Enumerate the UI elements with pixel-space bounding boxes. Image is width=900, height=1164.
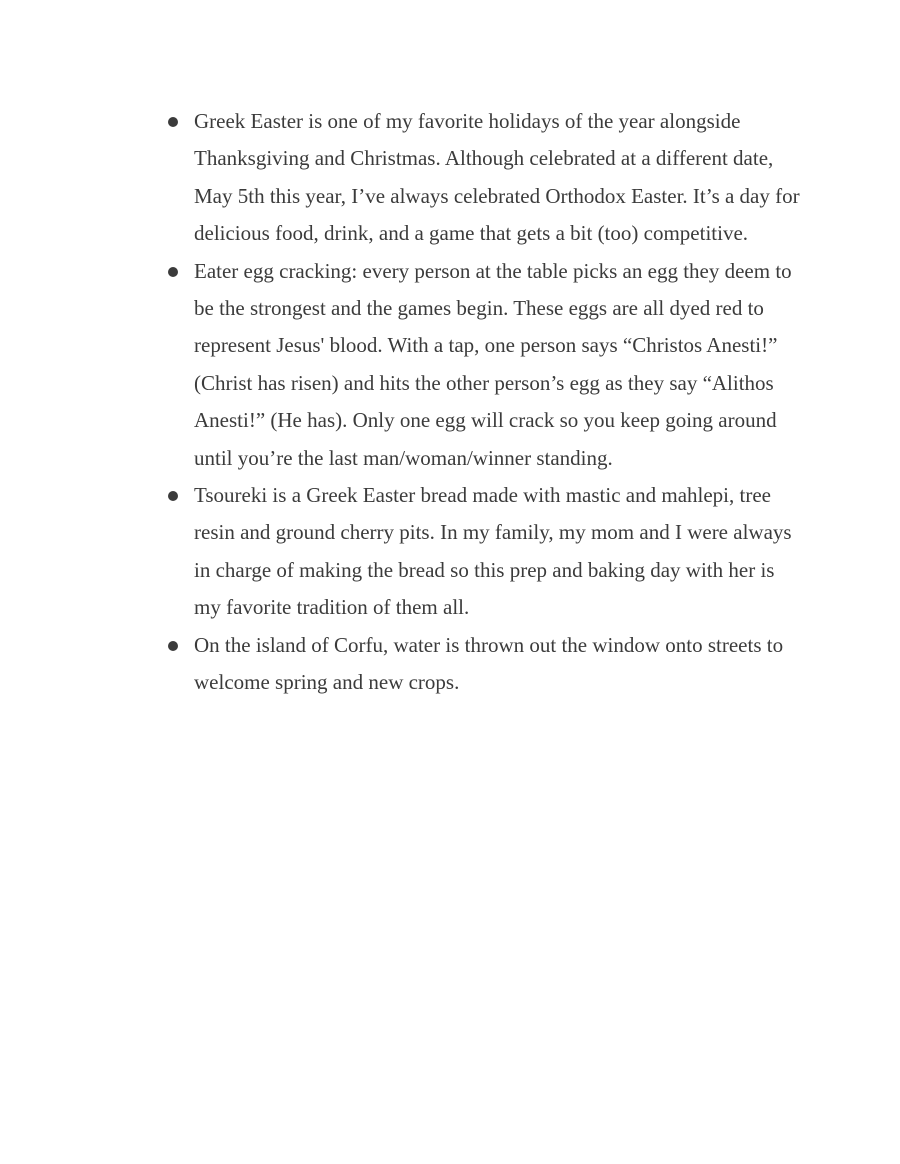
- bullet-dot-icon: [168, 267, 178, 277]
- list-item: [166, 627, 806, 702]
- list-item: [166, 477, 806, 627]
- list-item-text: Tsoureki is a Greek Easter bread made with mastic and mahlepi, tree resin and ground cherry pits. In my family, my mom and I were always in charge of making the bread so this prep and baking day with her is my favorite tradition of them all.: [194, 483, 792, 620]
- bullet-list: [166, 103, 806, 702]
- bullet-dot-icon: [168, 641, 178, 651]
- list-item-text: On the island of Corfu, water is thrown out the window onto streets to welcome spring and new crops.: [194, 632, 784, 695]
- list-item-text: Greek Easter is one of my favorite holidays of the year alongside Thanksgiving and Christmas. Although celebrated at a different date, May 5th this year, I’ve always celebrated Orthodox Easter. It’s a day for delicious food, drink, and a game that gets a bit (too) competitive.: [194, 109, 800, 246]
- list-item: [166, 103, 806, 253]
- list-item-text: Eater egg cracking: every person at the table picks an egg they deem to be the strongest and the games begin. These eggs are all dyed red to represent Jesus' blood. With a tap, one person says “Christos Anesti!” (Christ has risen) and hits the other person’s egg as they say “Alithos Anesti!” (He has). Only one egg will crack so you keep going around until you’re the last man/woman/winner standing.: [194, 258, 792, 470]
- list-item: [166, 253, 806, 477]
- bullet-dot-icon: [168, 491, 178, 501]
- bullet-dot-icon: [168, 117, 178, 127]
